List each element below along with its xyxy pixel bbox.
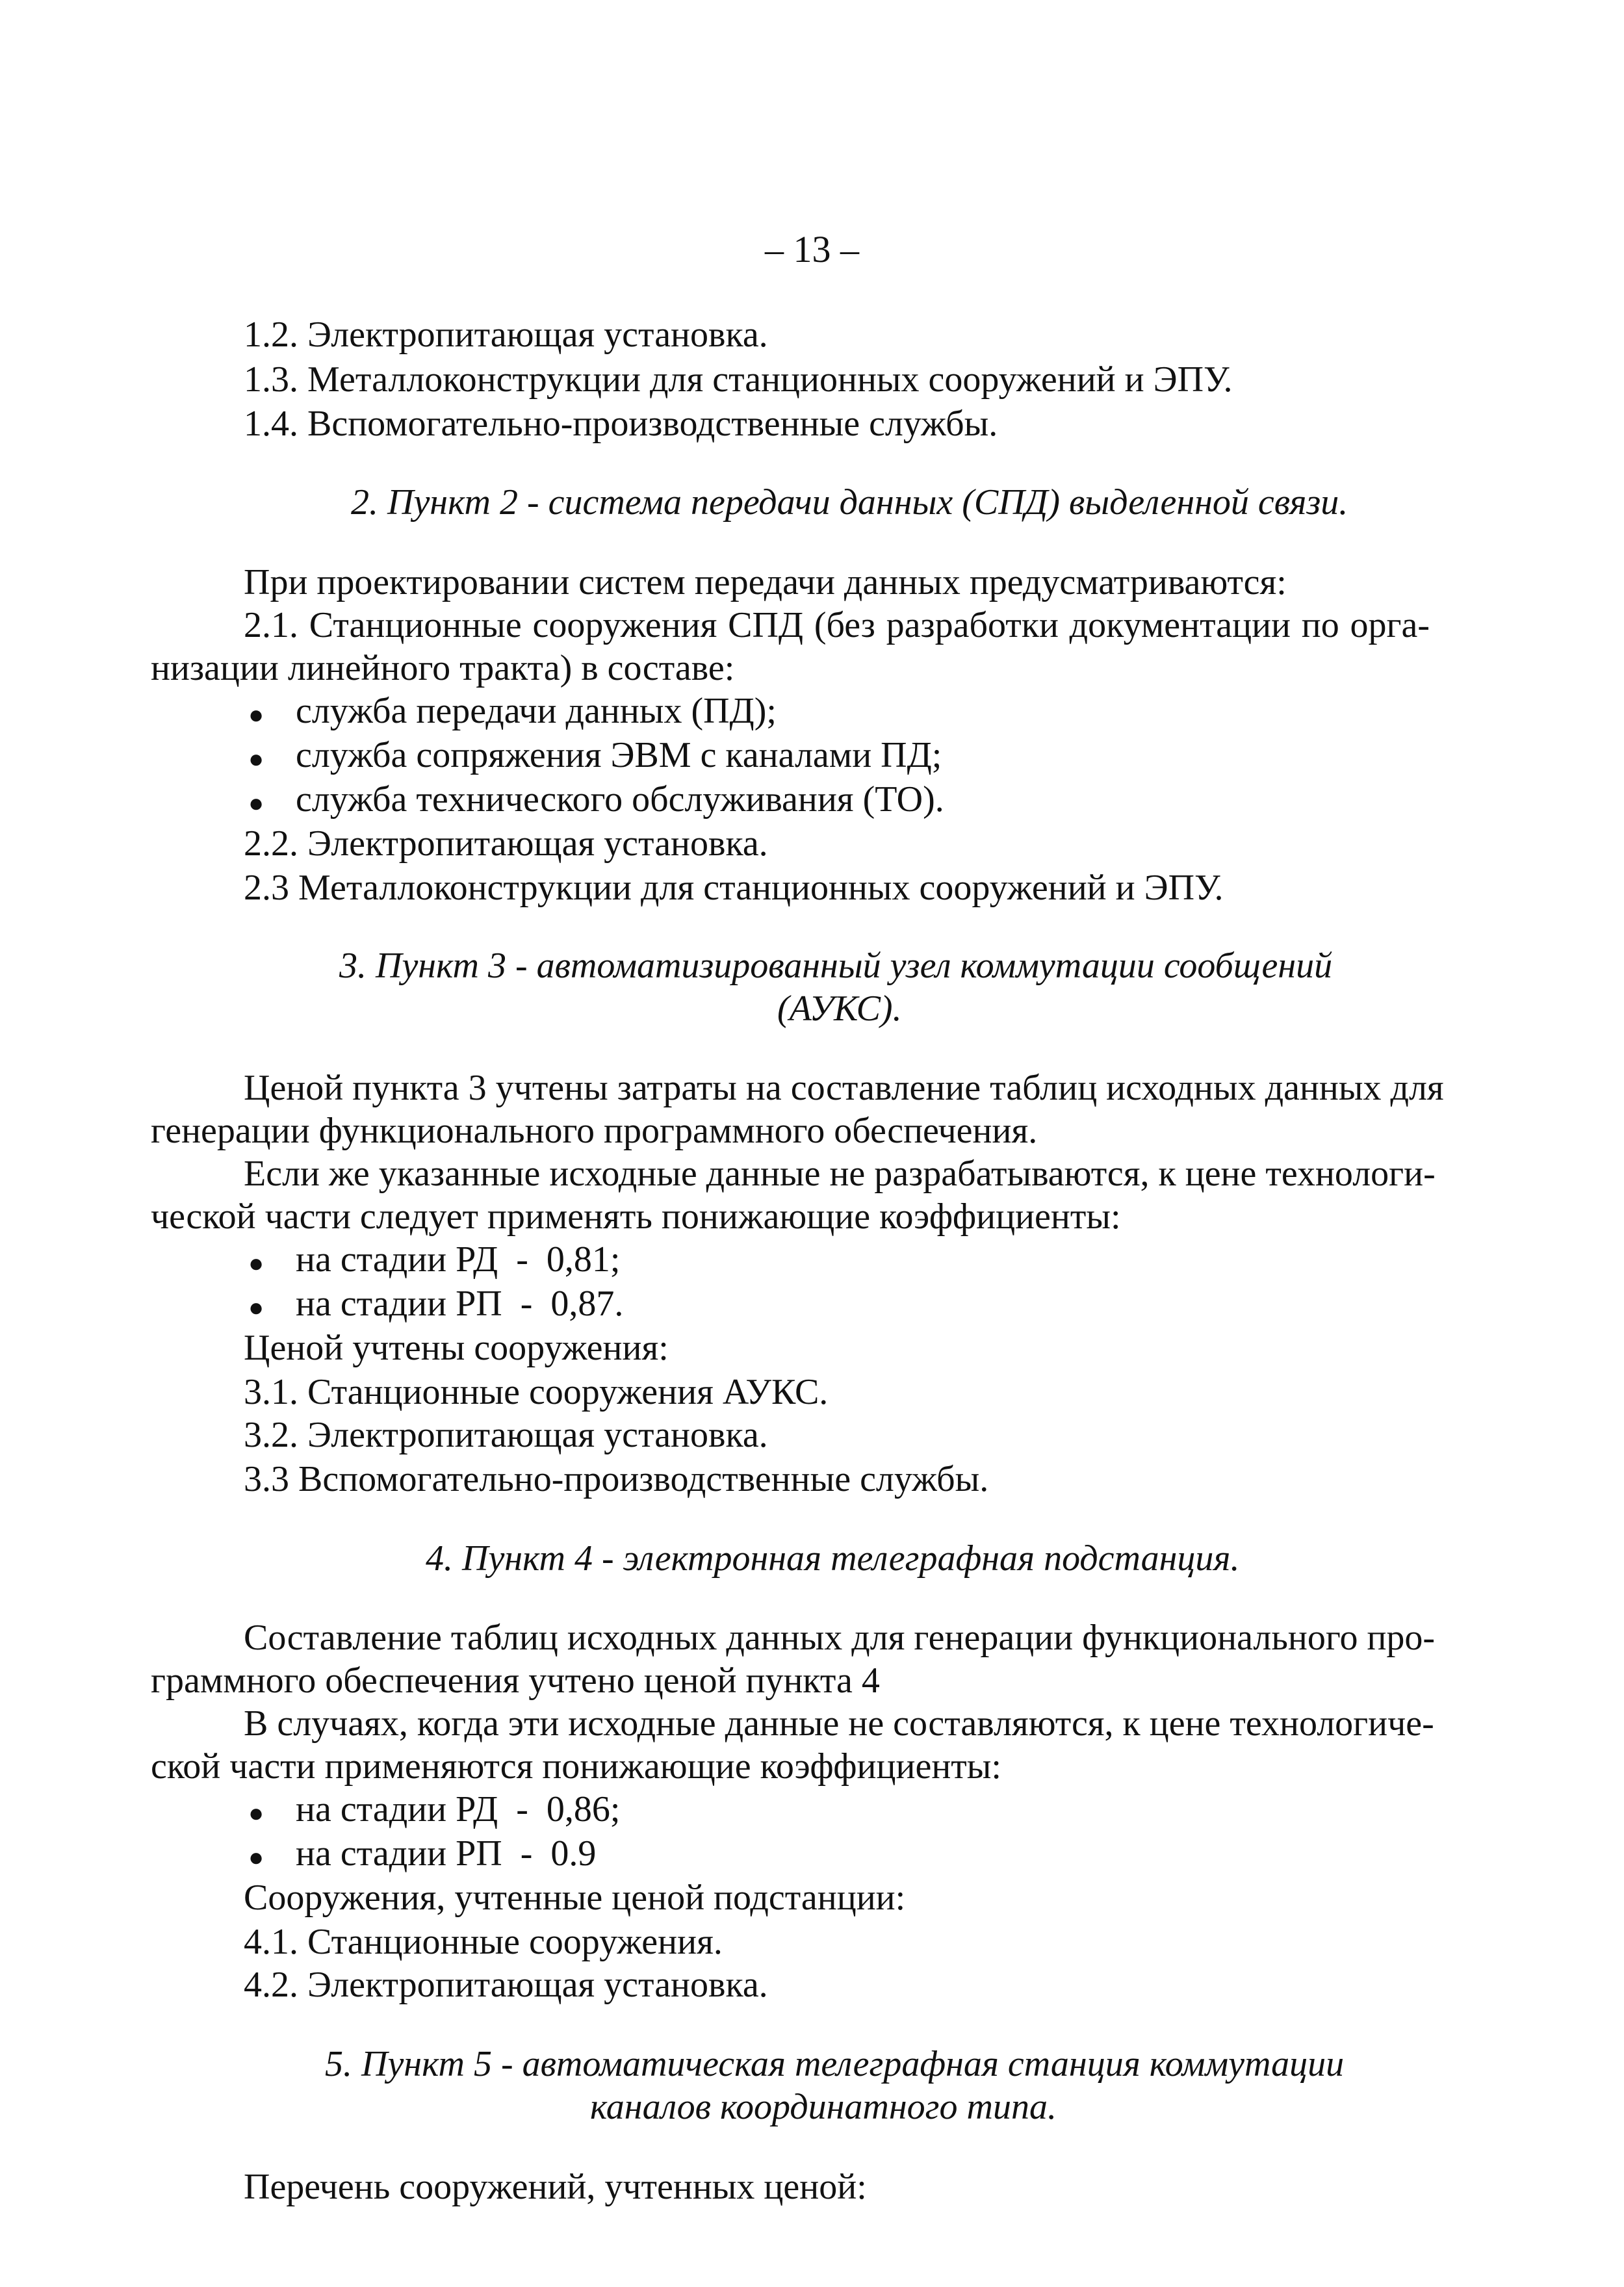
item-4-2: 4.2. Электропитающая установка. [244, 1965, 768, 2005]
bullet-dot: ● [248, 1248, 264, 1278]
bullet-dot: ● [248, 744, 264, 773]
list-item: служба передачи данных (ПД); [296, 691, 777, 731]
item-1-3: 1.3. Металлоконструкции для станционных сооружений и ЭПУ. [244, 359, 1233, 400]
bullet-dot: ● [248, 1842, 264, 1872]
section-4-heading: 4. Пункт 4 - электронная телеграфная подстанция. [426, 1538, 1240, 1579]
section-3-heading-line1: 3. Пункт 3 - автоматизированный узел коммутации сообщений [339, 946, 1333, 986]
section-3-para2-line1: Если же указанные исходные данные не разрабатываются, к цене технологи- [244, 1154, 1436, 1194]
section-4-para2-line2: ской части применяются понижающие коэффициенты: [151, 1746, 1001, 1787]
section-3-para1-line1: Ценой пункта 3 учтены затраты на составление таблиц исходных данных для [244, 1068, 1444, 1108]
item-1-4: 1.4. Вспомогательно-производственные службы. [244, 404, 998, 444]
list-item: на стадии РД - 0,81; [296, 1239, 621, 1280]
section-3-included: Ценой учтены сооружения: [244, 1328, 669, 1368]
bullet-dot: ● [248, 1798, 264, 1828]
section-2-heading: 2. Пункт 2 - система передачи данных (СПД) выделенной связи. [351, 482, 1348, 523]
item-2-1-line1: 2.1. Станционные сооружения СПД (без разработки документации по орга- [244, 605, 1430, 645]
section-2-intro: При проектировании систем передачи данных предусматриваются: [244, 562, 1287, 602]
item-3-3: 3.3 Вспомогательно-производственные службы. [244, 1459, 989, 1499]
section-4-para2-line1: В случаях, когда эти исходные данные не составляются, к цене технологиче- [244, 1703, 1434, 1744]
item-4-1: 4.1. Станционные сооружения. [244, 1922, 723, 1962]
list-item: на стадии РД - 0,86; [296, 1789, 621, 1829]
section-5-heading-line1: 5. Пункт 5 - автоматическая телеграфная станция коммутации [325, 2044, 1345, 2084]
bullet-dot: ● [248, 700, 264, 729]
section-4-para1-line2: граммного обеспечения учтено ценой пункта 4 [151, 1660, 880, 1701]
section-3-para1-line2: генерации функционального программного обеспечения. [151, 1111, 1038, 1151]
item-2-1-line2: низации линейного тракта) в составе: [151, 648, 735, 688]
page-number: – 13 – [765, 228, 859, 270]
bullet-dot: ● [248, 1293, 264, 1322]
item-1-2: 1.2. Электропитающая установка. [244, 315, 768, 355]
section-5-heading-line2: каналов координатного типа. [590, 2087, 1057, 2127]
list-item: служба сопряжения ЭВМ с каналами ПД; [296, 735, 942, 775]
section-5-list-intro: Перечень сооружений, учтенных ценой: [244, 2167, 867, 2207]
bullet-dot: ● [248, 788, 264, 818]
item-3-2: 3.2. Электропитающая установка. [244, 1415, 768, 1455]
list-item: служба технического обслуживания (ТО). [296, 779, 944, 820]
list-item: на стадии РП - 0,87. [296, 1284, 624, 1324]
section-4-included: Сооружения, учтенные ценой подстанции: [244, 1878, 906, 1918]
section-3-heading-line2: (АУКС). [777, 988, 902, 1029]
section-3-para2-line2: ческой части следует применять понижающие коэффициенты: [151, 1196, 1121, 1237]
item-2-2: 2.2. Электропитающая установка. [244, 823, 768, 864]
item-2-3: 2.3 Металлоконструкции для станционных сооружений и ЭПУ. [244, 868, 1224, 908]
section-4-para1-line1: Составление таблиц исходных данных для генерации функционального про- [244, 1618, 1436, 1658]
list-item: на стадии РП - 0.9 [296, 1833, 597, 1874]
item-3-1: 3.1. Станционные сооружения АУКС. [244, 1372, 829, 1412]
